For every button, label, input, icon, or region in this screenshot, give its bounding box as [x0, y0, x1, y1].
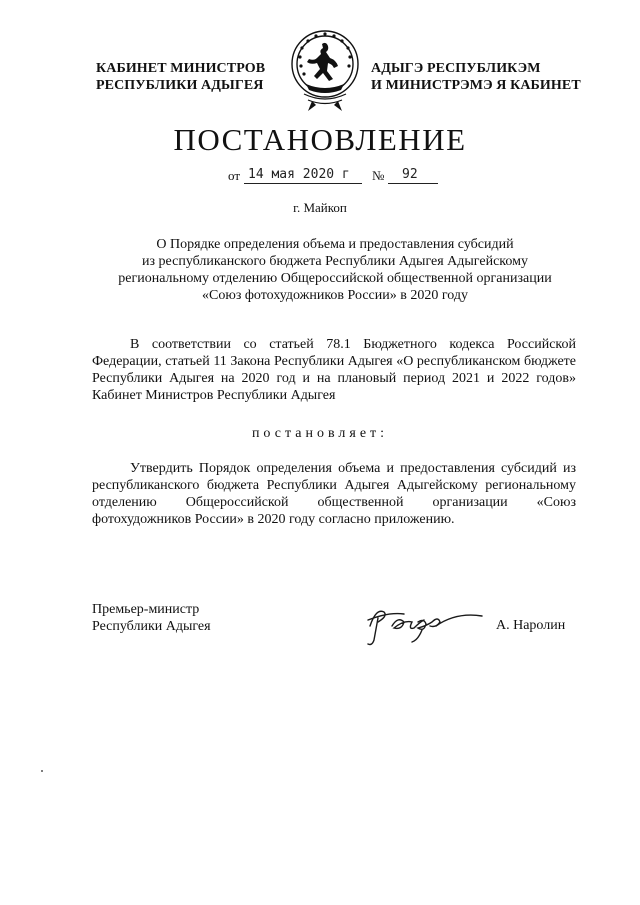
subject-line-3: региональному отделению Общероссийской общественной организации	[118, 271, 552, 286]
subject-line-2: из республиканского бюджета Республики Адыгея Адыгейскому	[142, 254, 528, 269]
subject-line-4: «Союз фотохудожников России» в 2020 году	[202, 288, 468, 303]
coat-of-arms-icon	[284, 22, 366, 114]
preamble-paragraph: В соответствии со статьей 78.1 Бюджетного кодекса Российской Федерации, статьей 11 Закона Республики Адыгея «О республиканском бюджете Республики Адыгея на 2020 год и на плановый период 2021 и 2022 годов» Кабинет Министров Республики Адыгея	[92, 337, 576, 403]
subject-line-1: О Порядке определения объема и предоставления субсидий	[156, 237, 514, 252]
resolution-paragraph: Утвердить Порядок определения объема и предоставления субсидий из республиканского бюджета Республики Адыгея Адыгейскому региональному отделению Общероссийской общественной организации «Союз фотохудожников России» в 2020 году согласно приложению.	[92, 461, 576, 527]
date-from-label: от	[228, 168, 241, 183]
city-line: г. Майкоп	[293, 200, 347, 215]
decree-word: постановляет:	[251, 426, 389, 441]
number-value: 92	[402, 167, 418, 182]
date-value: 14 мая 2020 г	[248, 167, 350, 182]
issuer-adyghe-line-1: АДЫГЭ РЕСПУБЛИКЭМ	[371, 61, 541, 76]
signatory-position-line-1: Премьер-министр	[92, 602, 200, 617]
date-number-line	[228, 162, 448, 186]
handwritten-signature	[362, 596, 490, 648]
signatory-position	[92, 601, 211, 635]
date-underline	[244, 183, 362, 184]
number-label: №	[372, 168, 385, 183]
issuer-name-adyghe	[371, 60, 581, 94]
number-underline	[388, 183, 438, 184]
issuer-adyghe-line-2: И МИНИСТРЭМЭ Я КАБИНЕТ	[371, 78, 581, 93]
issuer-line-2: РЕСПУБЛИКИ АДЫГЕЯ	[96, 78, 264, 93]
document-subject	[100, 236, 570, 304]
issuer-name-russian	[96, 60, 265, 94]
issuer-line-1: КАБИНЕТ МИНИСТРОВ	[96, 61, 266, 76]
signatory-name: А. Наролин	[496, 618, 566, 633]
page-speck	[41, 770, 43, 772]
document-title: ПОСТАНОВЛЕНИЕ	[173, 122, 467, 157]
signatory-position-line-2: Республики Адыгея	[92, 619, 211, 634]
